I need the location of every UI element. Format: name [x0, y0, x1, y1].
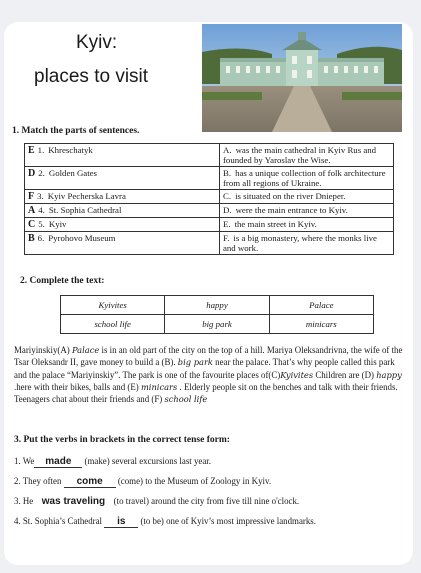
filled-word: big park [177, 357, 213, 368]
description-cell [220, 144, 394, 167]
description-cell [220, 218, 394, 232]
place-cell [25, 167, 220, 190]
word-cell: minicars [269, 315, 373, 334]
word-cell: happy [165, 296, 269, 315]
place-cell [25, 218, 220, 232]
description-text: were the main entrance to Kyiv. [235, 205, 348, 215]
description-letter: B. [223, 168, 232, 178]
text-part: is in an old part of the city on the top of a hill. Mariya Oleksandrivna, the wife of the Tsar Oleksandr II, gave money to build a (B). [14, 345, 403, 368]
place-cell [25, 190, 220, 204]
place-name: Pyrohovo Museum [48, 233, 116, 243]
word-cell: Palace [269, 296, 373, 315]
place-cell [25, 144, 220, 167]
answer-blank: was traveling [41, 496, 106, 507]
sentence-2 [14, 476, 271, 488]
sentence-end: (make) several excursions last year. [84, 456, 211, 466]
match-row [25, 204, 394, 218]
answer-blank: come [64, 476, 116, 488]
description-cell [220, 167, 394, 190]
palace-photo [202, 24, 402, 132]
description-text: the main street in Kyiv. [234, 219, 317, 229]
match-row [25, 232, 394, 255]
match-answer: C [28, 219, 36, 230]
text-part: Children are (D) [313, 369, 377, 380]
title-line-1: Kyiv: [76, 32, 118, 53]
sentence-3 [14, 496, 299, 507]
answer-blank: made [34, 456, 82, 468]
description-letter: E. [223, 219, 231, 229]
description-cell [220, 232, 394, 255]
description-letter: A. [223, 145, 232, 155]
match-row [25, 167, 394, 190]
sentence-start: 2. They often [14, 476, 64, 486]
sentence-start: 1. We [14, 456, 35, 466]
item-number: 6. [37, 233, 45, 243]
answer-blank: is [104, 516, 138, 528]
matching-table [24, 143, 394, 255]
match-answer: F [28, 191, 35, 202]
sentence-4 [14, 516, 316, 528]
place-name: Kyiv [48, 219, 67, 229]
match-row [25, 144, 394, 167]
task2-heading: 2. Complete the text: [20, 276, 105, 286]
word-cell: school life [61, 315, 165, 334]
filled-word: school life [164, 394, 208, 405]
description-letter: D. [223, 205, 232, 215]
place-cell [25, 232, 220, 255]
sentence-end: (to be) one of Kyiv’s most impressive landmarks. [140, 516, 316, 526]
place-name: St. Sophia Cathedral [48, 205, 122, 215]
word-box [60, 295, 374, 334]
match-row [25, 218, 394, 232]
description-cell [220, 190, 394, 204]
item-number: 4. [38, 205, 45, 215]
word-cell: big park [165, 315, 269, 334]
filled-word: minicars [140, 381, 178, 392]
match-answer: B [28, 233, 35, 244]
filled-word: Kyivites [280, 369, 314, 380]
sentence-start: 4. St. Sophia’s Cathedral [14, 516, 105, 526]
item-number: 5. [38, 219, 45, 229]
description-text: is a big monastery, where the monks live and work. [223, 233, 377, 253]
match-answer: E [28, 145, 35, 156]
title-line-2: places to visit [34, 66, 149, 87]
completion-text [14, 344, 406, 405]
item-number: 1. [37, 145, 45, 155]
place-name: Kyiv Pecherska Lavra [47, 191, 126, 201]
task1-heading: 1. Match the parts of sentences. [12, 126, 140, 136]
text-part: .here with their bikes, balls and (E) [14, 381, 141, 392]
description-text: was the main cathedral in Kyiv Rus and founded by Yaroslav the Wise. [223, 145, 377, 165]
sentence-end: (to travel) around the city from five till nine o'clock. [111, 496, 300, 506]
place-name: Khreschatyk [48, 145, 93, 155]
description-letter: F. [223, 233, 230, 243]
item-number: 3. [37, 191, 44, 201]
match-answer: A [28, 205, 36, 216]
place-cell [25, 204, 220, 218]
place-name: Golden Gates [48, 168, 97, 178]
text-part: Mariyinskiy(A) [14, 345, 72, 355]
description-text: has a unique collection of folk architecture from all regions of Ukraine. [223, 168, 386, 188]
match-row [25, 190, 394, 204]
text-part: . Elderly people sit on the benches and talk with their friends. Teenagers chat about their friends and (F) [14, 381, 398, 405]
sentence-end: (come) to the Museum of Zoology in Kyiv. [117, 476, 272, 486]
item-number: 2. [38, 168, 45, 178]
match-answer: D [28, 168, 36, 179]
description-text: is situated on the river Dnieper. [235, 191, 346, 201]
filled-word: happy [376, 369, 402, 380]
filled-word: Palace [71, 345, 100, 355]
sentence-1 [14, 456, 211, 468]
sentence-start: 3. He [14, 496, 36, 506]
text-part: near the palace. That’s why people called this park and the palace “Mariyinskiy”. The park is one of the favourite places of(C) [14, 357, 395, 380]
word-cell: Kyivites [61, 296, 165, 315]
description-cell [220, 204, 394, 218]
task3-heading: 3. Put the verbs in brackets in the correct tense form: [14, 435, 230, 445]
description-letter: C. [223, 191, 232, 201]
worksheet [4, 22, 413, 565]
